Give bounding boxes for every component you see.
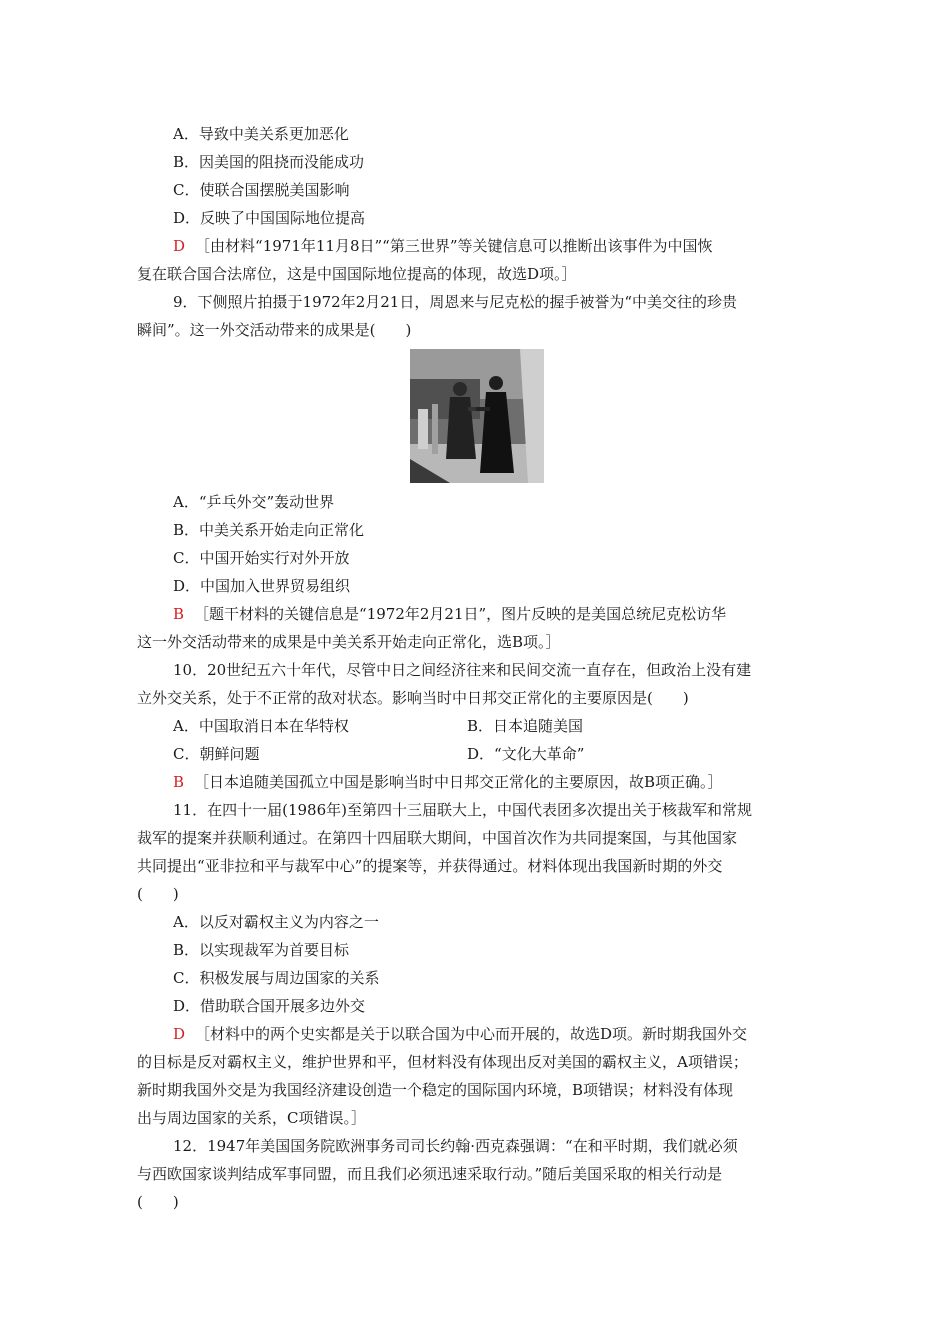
q10-option-c: C．朝鲜问题 — [173, 745, 260, 763]
q9-answer: B — [173, 605, 185, 623]
q12-stem-line-2: 与西欧国家谈判结成军事同盟，而且我们必须迅速采取行动。”随后美国采取的相关行动是 — [137, 1165, 723, 1183]
q10-options-row-1 — [137, 712, 817, 740]
q10-option-b: B．日本追随美国 — [467, 717, 584, 735]
q8-option-d: D．反映了中国国际地位提高 — [173, 209, 366, 227]
q8-answer: D — [173, 237, 186, 255]
q8-option-b: B．因美国的阻挠而没能成功 — [173, 153, 365, 171]
q11-answer: D — [173, 1025, 186, 1043]
q10-stem-line-1: 10．20世纪五六十年代，尽管中日之间经济往来和民间交流一直存在，但政治上没有建 — [173, 661, 752, 679]
handshake-photo — [410, 349, 544, 483]
q9-explanation-line-1: B ［题干材料的关键信息是“1972年2月21日”，图片反映的是美国总统尼克松访华 — [173, 605, 727, 623]
q11-option-c: C．积极发展与周边国家的关系 — [173, 969, 380, 987]
q9-stem-line-1: 9．下侧照片拍摄于1972年2月21日，周恩来与尼克松的握手被誉为“中美交往的珍贵 — [173, 293, 738, 311]
q8-explanation-line-2: 复在联合国合法席位，这是中国国际地位提高的体现，故选D项。］ — [137, 265, 577, 283]
page-content — [137, 120, 817, 1216]
q10-options-row-2 — [137, 740, 817, 768]
q11-explanation-line-4: 出与周边国家的关系，C项错误。］ — [137, 1109, 366, 1127]
q11-explanation-line-3: 新时期我国外交是为我国经济建设创造一个稳定的国际国内环境，B项错误；材料没有体现 — [137, 1081, 734, 1099]
q11-option-d: D．借助联合国开展多边外交 — [173, 997, 366, 1015]
q9-option-d: D．中国加入世界贸易组织 — [173, 577, 351, 595]
q9-explanation-line-2: 这一外交活动带来的成果是中美关系开始走向正常化，选B项。］ — [137, 633, 561, 651]
q11-stem-line-2: 裁军的提案并获顺利通过。在第四十四届联大期间，中国首次作为共同提案国，与其他国家 — [137, 829, 738, 847]
q9-option-c: C．中国开始实行对外开放 — [173, 549, 350, 567]
q9-stem-line-2: 瞬间”。这一外交活动带来的成果是( ) — [137, 321, 412, 339]
q9-photo-container — [137, 344, 817, 488]
q11-explanation-line-2: 的目标是反对霸权主义，维护世界和平，但材料没有体现出反对美国的霸权主义，A项错误； — [137, 1053, 748, 1071]
q10-explanation-line-1: B ［日本追随美国孤立中国是影响当时中日邦交正常化的主要原因，故B项正确。］ — [173, 773, 723, 791]
q8-option-a: A．导致中美关系更加恶化 — [173, 125, 349, 143]
q9-option-b: B．中美关系开始走向正常化 — [173, 521, 365, 539]
q10-option-d: D．“文化大革命” — [467, 745, 585, 763]
q11-stem-line-4: ( ) — [137, 885, 179, 903]
q11-option-a: A．以反对霸权主义为内容之一 — [173, 913, 379, 931]
q11-explanation-line-1: D ［材料中的两个史实都是关于以联合国为中心而开展的，故选D项。新时期我国外交 — [173, 1025, 748, 1043]
q10-stem-line-2: 立外交关系，处于不正常的敌对状态。影响当时中日邦交正常化的主要原因是( ) — [137, 689, 689, 707]
q11-stem-line-3: 共同提出“亚非拉和平与裁军中心”的提案等，并获得通过。材料体现出我国新时期的外交 — [137, 857, 723, 875]
q11-stem-line-1: 11．在四十一届(1986年)至第四十三届联大上，中国代表团多次提出关于核裁军和常规 — [173, 801, 752, 819]
q8-explanation-line-1: D ［由材料“1971年11月8日”“第三世界”等关键信息可以推断出该事件为中国恢 — [173, 237, 713, 255]
q10-option-a: A．中国取消日本在华特权 — [173, 717, 349, 735]
q12-stem-line-1: 12．1947年美国国务院欧洲事务司司长约翰·西克森强调：“在和平时期，我们就必须 — [173, 1137, 738, 1155]
q11-option-b: B．以实现裁军为首要目标 — [173, 941, 350, 959]
q10-answer: B — [173, 773, 185, 791]
q12-stem-line-3: ( ) — [137, 1193, 179, 1211]
q8-option-c: C．使联合国摆脱美国影响 — [173, 181, 350, 199]
q9-option-a: A．“乒乓外交”轰动世界 — [173, 493, 335, 511]
